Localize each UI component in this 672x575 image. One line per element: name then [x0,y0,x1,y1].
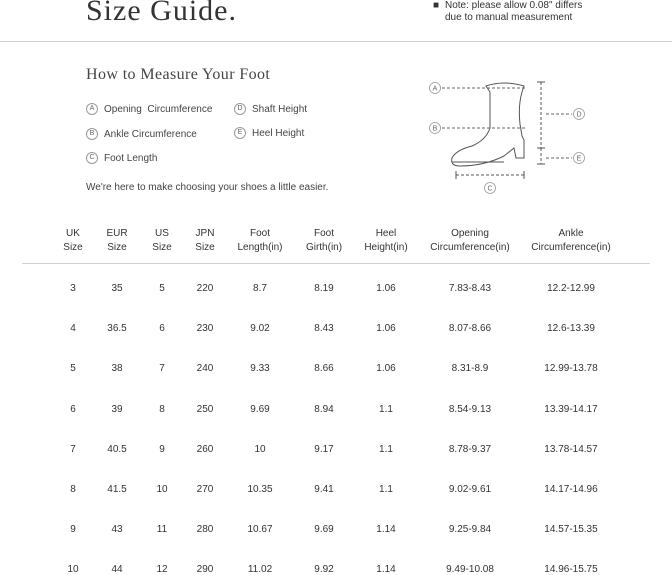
table-cell: 9 [70,524,76,535]
header-line: US [155,228,169,239]
table-cell: 1.06 [376,363,396,374]
table-cell: 6 [70,404,76,415]
table-cell: 8 [70,484,76,495]
table-cell: 4 [70,323,76,334]
table-cell: 1.06 [376,283,396,294]
legend-label-shaft: Shaft Height [252,103,308,115]
legend-label-ankle: Ankle Circumference [104,128,197,140]
table-cell: 8.78-9.37 [448,444,492,455]
table-cell: 9.33 [250,363,270,374]
table-cell: 9.41 [314,484,334,495]
legend-letter-a: A [86,103,98,115]
table-cell: 1.1 [379,484,393,495]
header-line: EUR [106,228,128,239]
header-opening-circumference [430,227,509,255]
legend-letter-b: B [86,128,98,140]
header-jpn-size [195,227,214,255]
table-cell: 5 [70,363,76,374]
table-cell: 38 [111,363,123,374]
table-cell: 1.1 [379,444,393,455]
table-cell: 280 [196,524,214,535]
table-cell: 14.57-15.35 [544,524,598,535]
table-cell: 14.17-14.96 [544,484,598,495]
table-cell: 1.14 [376,524,396,535]
table-cell: 1.14 [376,564,396,575]
boot-icon [452,83,524,166]
legend-label-opening: Opening Circumference [104,103,213,115]
table-cell: 7 [70,444,76,455]
table-cell: 9.02-9.61 [448,484,492,495]
header-uk-size [63,227,82,255]
table-cell: 35 [111,283,123,294]
table-cell: 9 [159,444,165,455]
boot-measurement-diagram [420,76,600,196]
table-cell: 9.69 [314,524,334,535]
diagram-label-b: B [432,125,438,133]
table-cell: 10 [156,484,168,495]
table-cell: 9.17 [314,444,334,455]
table-cell: 8.19 [314,283,334,294]
table-cell: 220 [196,283,214,294]
header-divider [0,41,672,42]
table-cell: 250 [196,404,214,415]
header-line: Size [107,242,127,253]
table-cell: 12.99-13.78 [544,363,598,374]
legend-letter-e: E [234,127,246,139]
header-line: Circumference(in) [430,242,510,253]
header-line: Foot [249,228,270,239]
table-cell: 9.49-10.08 [446,564,494,575]
table-cell: 8 [159,404,165,415]
table-cell: 41.5 [107,484,127,495]
table-cell: 8.43 [314,323,334,334]
page-title: Size Guide. [86,0,237,27]
legend-item-foot-length [86,152,157,164]
header-line: Circumference(in) [531,242,611,253]
table-cell: 12.2-12.99 [547,283,595,294]
table-cell: 290 [196,564,214,575]
legend-label-foot-length: Foot Length [104,152,158,164]
table-cell: 13.78-14.57 [544,444,598,455]
table-cell: 11 [156,524,168,535]
table-cell: 8.7 [253,283,267,294]
table-cell: 230 [196,323,214,334]
measurement-note [433,0,595,24]
how-to-measure-title: How to Measure Your Foot [86,66,271,83]
table-cell: 6 [159,323,165,334]
legend-letter-c: C [86,152,98,164]
table-cell: 3 [70,283,76,294]
table-cell: 43 [111,524,123,535]
header-foot-girth [306,227,342,255]
note-text: Note: please allow 0.08" differs due to manual measurement [445,0,583,23]
header-line: Size [63,242,83,253]
table-cell: 240 [196,363,214,374]
table-cell: 8.66 [314,363,334,374]
header-eur-size [106,227,127,255]
table-cell: 13.39-14.17 [544,404,598,415]
header-us-size [152,227,171,255]
table-cell: 8.94 [314,404,334,415]
header-line: Opening [451,228,489,239]
table-cell: 260 [196,444,214,455]
table-cell: 7.83-8.43 [448,283,492,294]
header-line: UK [66,228,80,239]
table-cell: 8.07-8.66 [448,323,492,334]
table-cell: 1.1 [379,404,393,415]
header-line: JPN [195,228,215,239]
header-line: Girth(in) [305,242,343,253]
table-cell: 12 [156,564,168,575]
header-heel-height [364,227,407,255]
table-cell: 10.35 [247,484,273,495]
table-cell: 10 [67,564,79,575]
header-line: Ankle [558,228,584,239]
header-line: Length(in) [237,242,283,253]
table-cell: 10.67 [247,524,273,535]
diagram-label-a: A [432,85,438,93]
header-line: Foot [313,228,334,239]
legend-letter-d: D [234,103,246,115]
legend-label-heel: Heel Height [252,127,305,139]
diagram-label-c: C [487,185,493,193]
table-cell: 7 [159,363,165,374]
table-cell: 10 [254,444,266,455]
table-cell: 36.5 [107,323,127,334]
tagline: We're here to make choosing your shoes a little easier. [86,182,329,193]
legend-item-opening [86,103,212,115]
header-line: Height(in) [364,242,408,253]
table-header-divider [22,263,650,264]
legend-item-ankle [86,128,197,140]
header-line: Size [152,242,172,253]
table-cell: 14.96-15.75 [544,564,598,575]
note-bullet: ■ [433,0,440,11]
table-cell: 12.6-13.39 [547,323,595,334]
table-cell: 270 [196,484,214,495]
diagram-label-e: E [576,155,582,163]
legend-item-heel [234,127,304,139]
table-cell: 9.69 [250,404,270,415]
header-ankle-circumference [531,227,610,255]
header-foot-length [237,227,282,255]
table-cell: 8.54-9.13 [448,404,492,415]
table-cell: 9.92 [314,564,334,575]
diagram-label-d: D [576,111,582,119]
table-cell: 5 [159,283,165,294]
table-cell: 9.25-9.84 [448,524,492,535]
table-cell: 39 [111,404,123,415]
header-line: Heel [375,228,397,239]
table-cell: 9.02 [250,323,270,334]
legend-item-shaft [234,103,307,115]
table-cell: 11.02 [247,564,273,575]
table-cell: 8.31-8.9 [451,363,489,374]
table-cell: 1.06 [376,323,396,334]
table-cell: 44 [111,564,123,575]
table-cell: 40.5 [107,444,127,455]
header-line: Size [195,242,215,253]
